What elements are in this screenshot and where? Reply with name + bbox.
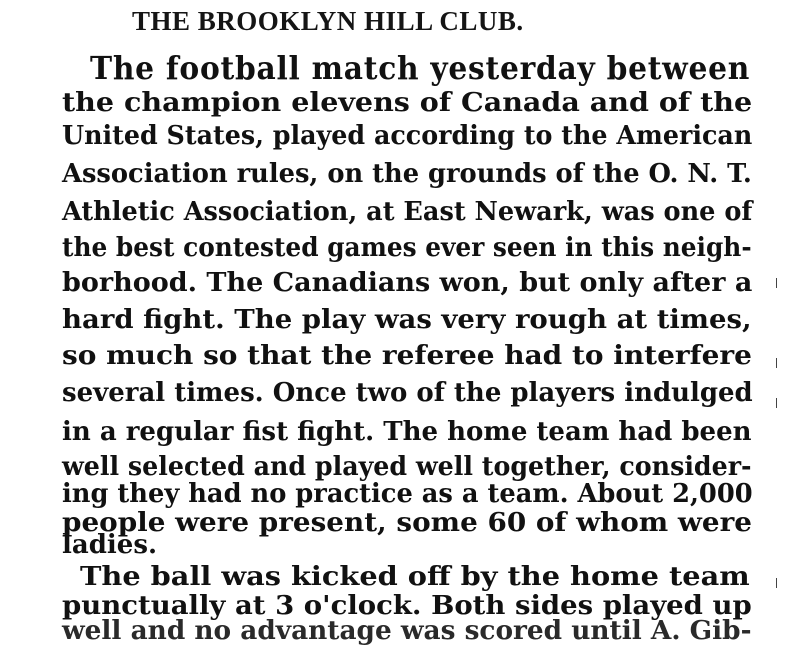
article-line: well and no advantage was scored until A. Gib- — [62, 616, 752, 646]
column-rule-mark — [776, 578, 777, 588]
article-line: in a regular fist fight. The home team had been — [62, 417, 752, 447]
article-line: United States, played according to the American — [62, 121, 753, 151]
article-line: well selected and played well together, consider- — [62, 452, 752, 482]
article-line: borhood. The Canadians won, but only after a — [62, 268, 753, 298]
article-line: The ball was kicked off by the home team — [80, 562, 750, 592]
article-line: hard fight. The play was very rough at times, — [62, 305, 752, 335]
article-line: several times. Once two of the players indulged — [62, 378, 753, 408]
article-line: ing they had no practice as a team. About 2,000 — [62, 479, 753, 509]
article-line: punctually at 3 o'clock. Both sides played up — [62, 591, 752, 621]
article-line: the champion elevens of Canada and of the — [62, 88, 753, 118]
article-line: so much so that the referee had to interfere — [62, 341, 752, 371]
article-line: Association rules, on the grounds of the O. N. T. — [62, 159, 752, 189]
article-line: people were present, some 60 of whom were — [62, 508, 752, 538]
article-line: Athletic Association, at East Newark, was one of — [62, 197, 753, 227]
column-rule-mark — [776, 398, 777, 408]
article-headline: THE BROOKLYN HILL CLUB. — [132, 6, 524, 36]
column-rule-mark — [776, 278, 777, 288]
article-line: ladies. — [62, 530, 158, 560]
article-line: the best contested games ever seen in this neigh- — [62, 233, 752, 263]
column-rule-mark — [776, 358, 777, 368]
article-line: The football match yesterday between — [90, 49, 751, 87]
